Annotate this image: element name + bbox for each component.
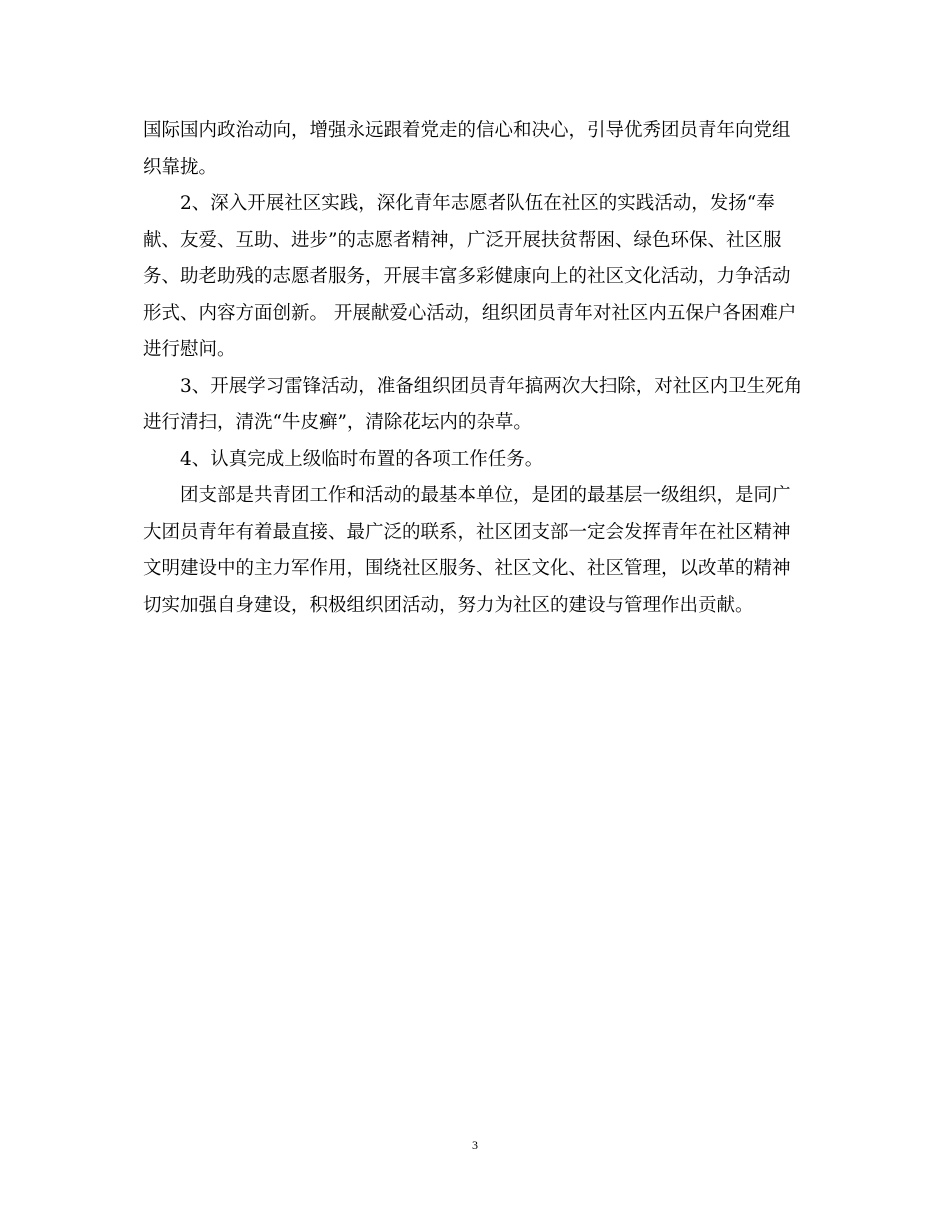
paragraph-start-line: 4、认真完成上级临时布置的各项工作任务。 <box>180 448 544 470</box>
text-line: 切实加强自身建设，积极组织团活动，努力为社区的建设与管理作出贡献。 <box>143 594 754 616</box>
page-number: 3 <box>472 1138 478 1152</box>
text-line: 进行慰问。 <box>143 339 236 360</box>
text-line: 大团员青年有着最直接、最广泛的联系，社区团支部一定会发挥青年在社区精神 <box>143 521 791 543</box>
paragraph-start-line: 团支部是共青团工作和活动的最基本单位，是团的最基层一级组织，是同广 <box>180 485 791 506</box>
text-line: 织靠拢。 <box>143 156 218 178</box>
body-text <box>143 113 809 624</box>
paragraph-start-line: 2、深入开展社区实践，深化青年志愿者队伍在社区的实践活动，发扬“奉 <box>180 193 775 214</box>
text-line: 文明建设中的主力军作用，围绕社区服务、社区文化、社区管理，以改革的精神 <box>143 558 791 579</box>
text-line: 献、友爱、互助、进步”的志愿者精神，广泛开展扶贫帮困、绿色环保、社区服 <box>143 229 782 251</box>
paragraph-start-line: 3、开展学习雷锋活动，准备组织团员青年搞两次大扫除，对社区内卫生死角 <box>180 375 803 397</box>
text-line: 形式、内容方面创新。 开展献爱心活动，组织团员青年对社区内五保户各困难户 <box>143 302 797 324</box>
text-line: 进行清扫，清洗“牛皮癣”，清除花坛内的杂草。 <box>143 412 532 433</box>
text-line: 务、助老助残的志愿者服务，开展丰富多彩健康向上的社区文化活动，力争活动 <box>143 266 791 287</box>
text-line: 国际国内政治动向，增强永远跟着党走的信心和决心，引导优秀团员青年向党组 <box>143 120 791 141</box>
